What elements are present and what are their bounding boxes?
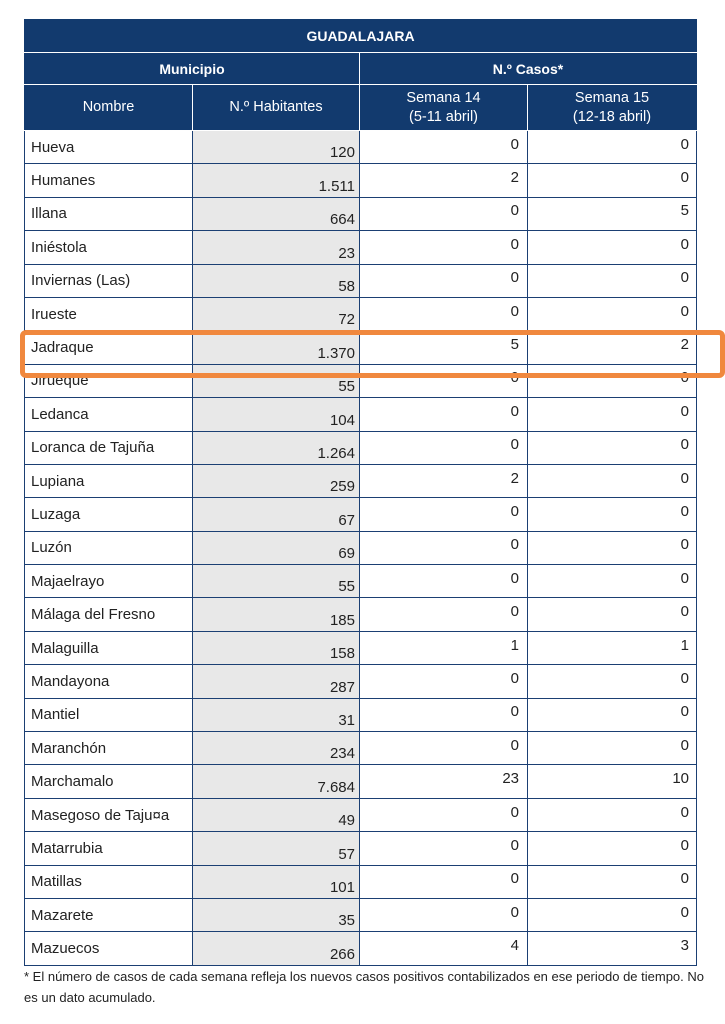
semana15-cases: 0 (528, 698, 697, 731)
municipio-name: Malaguilla (25, 631, 193, 664)
habitantes-value: 266 (193, 932, 360, 965)
semana15-cases: 10 (528, 765, 697, 798)
semana15-dates: (12-18 abril) (572, 108, 652, 125)
habitantes-value: 58 (193, 264, 360, 297)
table-row (25, 231, 697, 264)
habitantes-value: 158 (193, 631, 360, 664)
semana15-cases: 0 (528, 498, 697, 531)
table-row (25, 197, 697, 230)
municipio-name: Jadraque (25, 331, 193, 364)
semana14-cases: 1 (360, 631, 528, 664)
semana14-cases: 0 (360, 531, 528, 564)
habitantes-value: 49 (193, 798, 360, 831)
column-header-semana14 (360, 85, 528, 131)
habitantes-value: 7.684 (193, 765, 360, 798)
semana15-cases: 0 (528, 832, 697, 865)
habitantes-value: 55 (193, 364, 360, 397)
table-row (25, 932, 697, 965)
semana15-cases: 0 (528, 231, 697, 264)
footnote: * El número de casos de cada semana refleja los nuevos casos positivos contabilizados en ese periodo de tiempo. No es un dato acumulado. (24, 969, 705, 1005)
table-row (25, 565, 697, 598)
habitantes-value: 1.511 (193, 164, 360, 197)
table-row (25, 297, 697, 330)
semana15-cases: 0 (528, 732, 697, 765)
table-row (25, 331, 697, 364)
municipio-name: Irueste (25, 297, 193, 330)
habitantes-value: 67 (193, 498, 360, 531)
column-header-semana15 (528, 85, 697, 131)
semana14-cases: 4 (360, 932, 528, 965)
municipio-name: Luzón (25, 531, 193, 564)
habitantes-value: 101 (193, 865, 360, 898)
table-row (25, 164, 697, 197)
table-row (25, 264, 697, 297)
semana15-cases: 0 (528, 464, 697, 497)
table-row (25, 698, 697, 731)
municipio-name: Mazarete (25, 898, 193, 931)
group-header-casos: N.º Casos* (360, 53, 697, 85)
column-header-habitantes: N.º Habitantes (193, 85, 360, 131)
table-row (25, 598, 697, 631)
semana14-label: Semana 14 (406, 89, 481, 106)
semana14-cases: 0 (360, 565, 528, 598)
habitantes-value: 1.370 (193, 331, 360, 364)
table-row (25, 798, 697, 831)
municipio-name: Hueva (25, 131, 193, 164)
semana14-cases: 0 (360, 732, 528, 765)
municipio-name: Humanes (25, 164, 193, 197)
semana15-cases: 0 (528, 398, 697, 431)
habitantes-value: 55 (193, 565, 360, 598)
semana15-cases: 0 (528, 565, 697, 598)
municipio-name: Luzaga (25, 498, 193, 531)
semana15-cases: 0 (528, 131, 697, 164)
semana14-cases: 0 (360, 297, 528, 330)
semana15-cases: 0 (528, 798, 697, 831)
table-body (25, 131, 697, 966)
municipio-name: Illana (25, 197, 193, 230)
cases-table-container (24, 19, 696, 966)
table-row (25, 364, 697, 397)
municipio-name: Ledanca (25, 398, 193, 431)
municipio-name: Jirueque (25, 364, 193, 397)
semana15-label: Semana 15 (574, 89, 650, 106)
table-row (25, 431, 697, 464)
table-row (25, 732, 697, 765)
habitantes-value: 72 (193, 297, 360, 330)
semana14-cases: 0 (360, 364, 528, 397)
column-header-nombre: Nombre (25, 85, 193, 131)
semana14-cases: 0 (360, 264, 528, 297)
municipio-name: Iniéstola (25, 231, 193, 264)
semana15-cases: 0 (528, 665, 697, 698)
table-row (25, 765, 697, 798)
municipio-name: Maranchón (25, 732, 193, 765)
semana14-cases: 0 (360, 498, 528, 531)
semana15-cases: 3 (528, 932, 697, 965)
semana15-cases: 2 (528, 331, 697, 364)
municipio-name: Marchamalo (25, 765, 193, 798)
semana14-cases: 2 (360, 464, 528, 497)
semana14-cases: 5 (360, 331, 528, 364)
municipio-name: Matarrubia (25, 832, 193, 865)
semana15-cases: 0 (528, 865, 697, 898)
municipio-name: Mandayona (25, 665, 193, 698)
table-row (25, 665, 697, 698)
semana14-cases: 0 (360, 598, 528, 631)
table-row (25, 498, 697, 531)
semana14-cases: 0 (360, 131, 528, 164)
municipio-name: Loranca de Tajuña (25, 431, 193, 464)
semana15-cases: 5 (528, 197, 697, 230)
semana15-cases: 0 (528, 297, 697, 330)
semana14-cases: 0 (360, 197, 528, 230)
habitantes-value: 31 (193, 698, 360, 731)
habitantes-value: 664 (193, 197, 360, 230)
semana14-cases: 0 (360, 398, 528, 431)
semana15-cases: 0 (528, 364, 697, 397)
habitantes-value: 185 (193, 598, 360, 631)
habitantes-value: 69 (193, 531, 360, 564)
group-header-municipio: Municipio (25, 53, 360, 85)
semana14-cases: 0 (360, 832, 528, 865)
semana15-cases: 1 (528, 631, 697, 664)
habitantes-value: 287 (193, 665, 360, 698)
semana15-cases: 0 (528, 264, 697, 297)
semana15-cases: 0 (528, 898, 697, 931)
semana14-cases: 0 (360, 431, 528, 464)
habitantes-value: 104 (193, 398, 360, 431)
habitantes-value: 23 (193, 231, 360, 264)
region-title: GUADALAJARA (25, 20, 697, 53)
table-row (25, 898, 697, 931)
semana14-cases: 0 (360, 231, 528, 264)
table-row (25, 464, 697, 497)
table-row (25, 631, 697, 664)
habitantes-value: 35 (193, 898, 360, 931)
semana14-cases: 23 (360, 765, 528, 798)
municipio-name: Majaelrayo (25, 565, 193, 598)
table-row (25, 398, 697, 431)
habitantes-value: 259 (193, 464, 360, 497)
semana15-cases: 0 (528, 164, 697, 197)
semana14-cases: 0 (360, 665, 528, 698)
habitantes-value: 57 (193, 832, 360, 865)
semana14-cases: 0 (360, 865, 528, 898)
semana14-cases: 0 (360, 798, 528, 831)
habitantes-value: 234 (193, 732, 360, 765)
semana15-cases: 0 (528, 531, 697, 564)
semana14-cases: 0 (360, 698, 528, 731)
municipio-name: Málaga del Fresno (25, 598, 193, 631)
habitantes-value: 120 (193, 131, 360, 164)
municipio-name: Lupiana (25, 464, 193, 497)
municipio-name: Mantiel (25, 698, 193, 731)
semana15-cases: 0 (528, 598, 697, 631)
municipio-name: Matillas (25, 865, 193, 898)
semana14-dates: (5-11 abril) (408, 108, 479, 125)
table-row (25, 531, 697, 564)
municipio-name: Mazuecos (25, 932, 193, 965)
semana14-cases: 2 (360, 164, 528, 197)
municipio-name: Masegoso de Taju¤a (25, 798, 193, 831)
semana14-cases: 0 (360, 898, 528, 931)
habitantes-value: 1.264 (193, 431, 360, 464)
table-row (25, 131, 697, 164)
semana15-cases: 0 (528, 431, 697, 464)
municipio-name: Inviernas (Las) (25, 264, 193, 297)
table-row (25, 865, 697, 898)
cases-table (24, 19, 697, 966)
table-row (25, 832, 697, 865)
